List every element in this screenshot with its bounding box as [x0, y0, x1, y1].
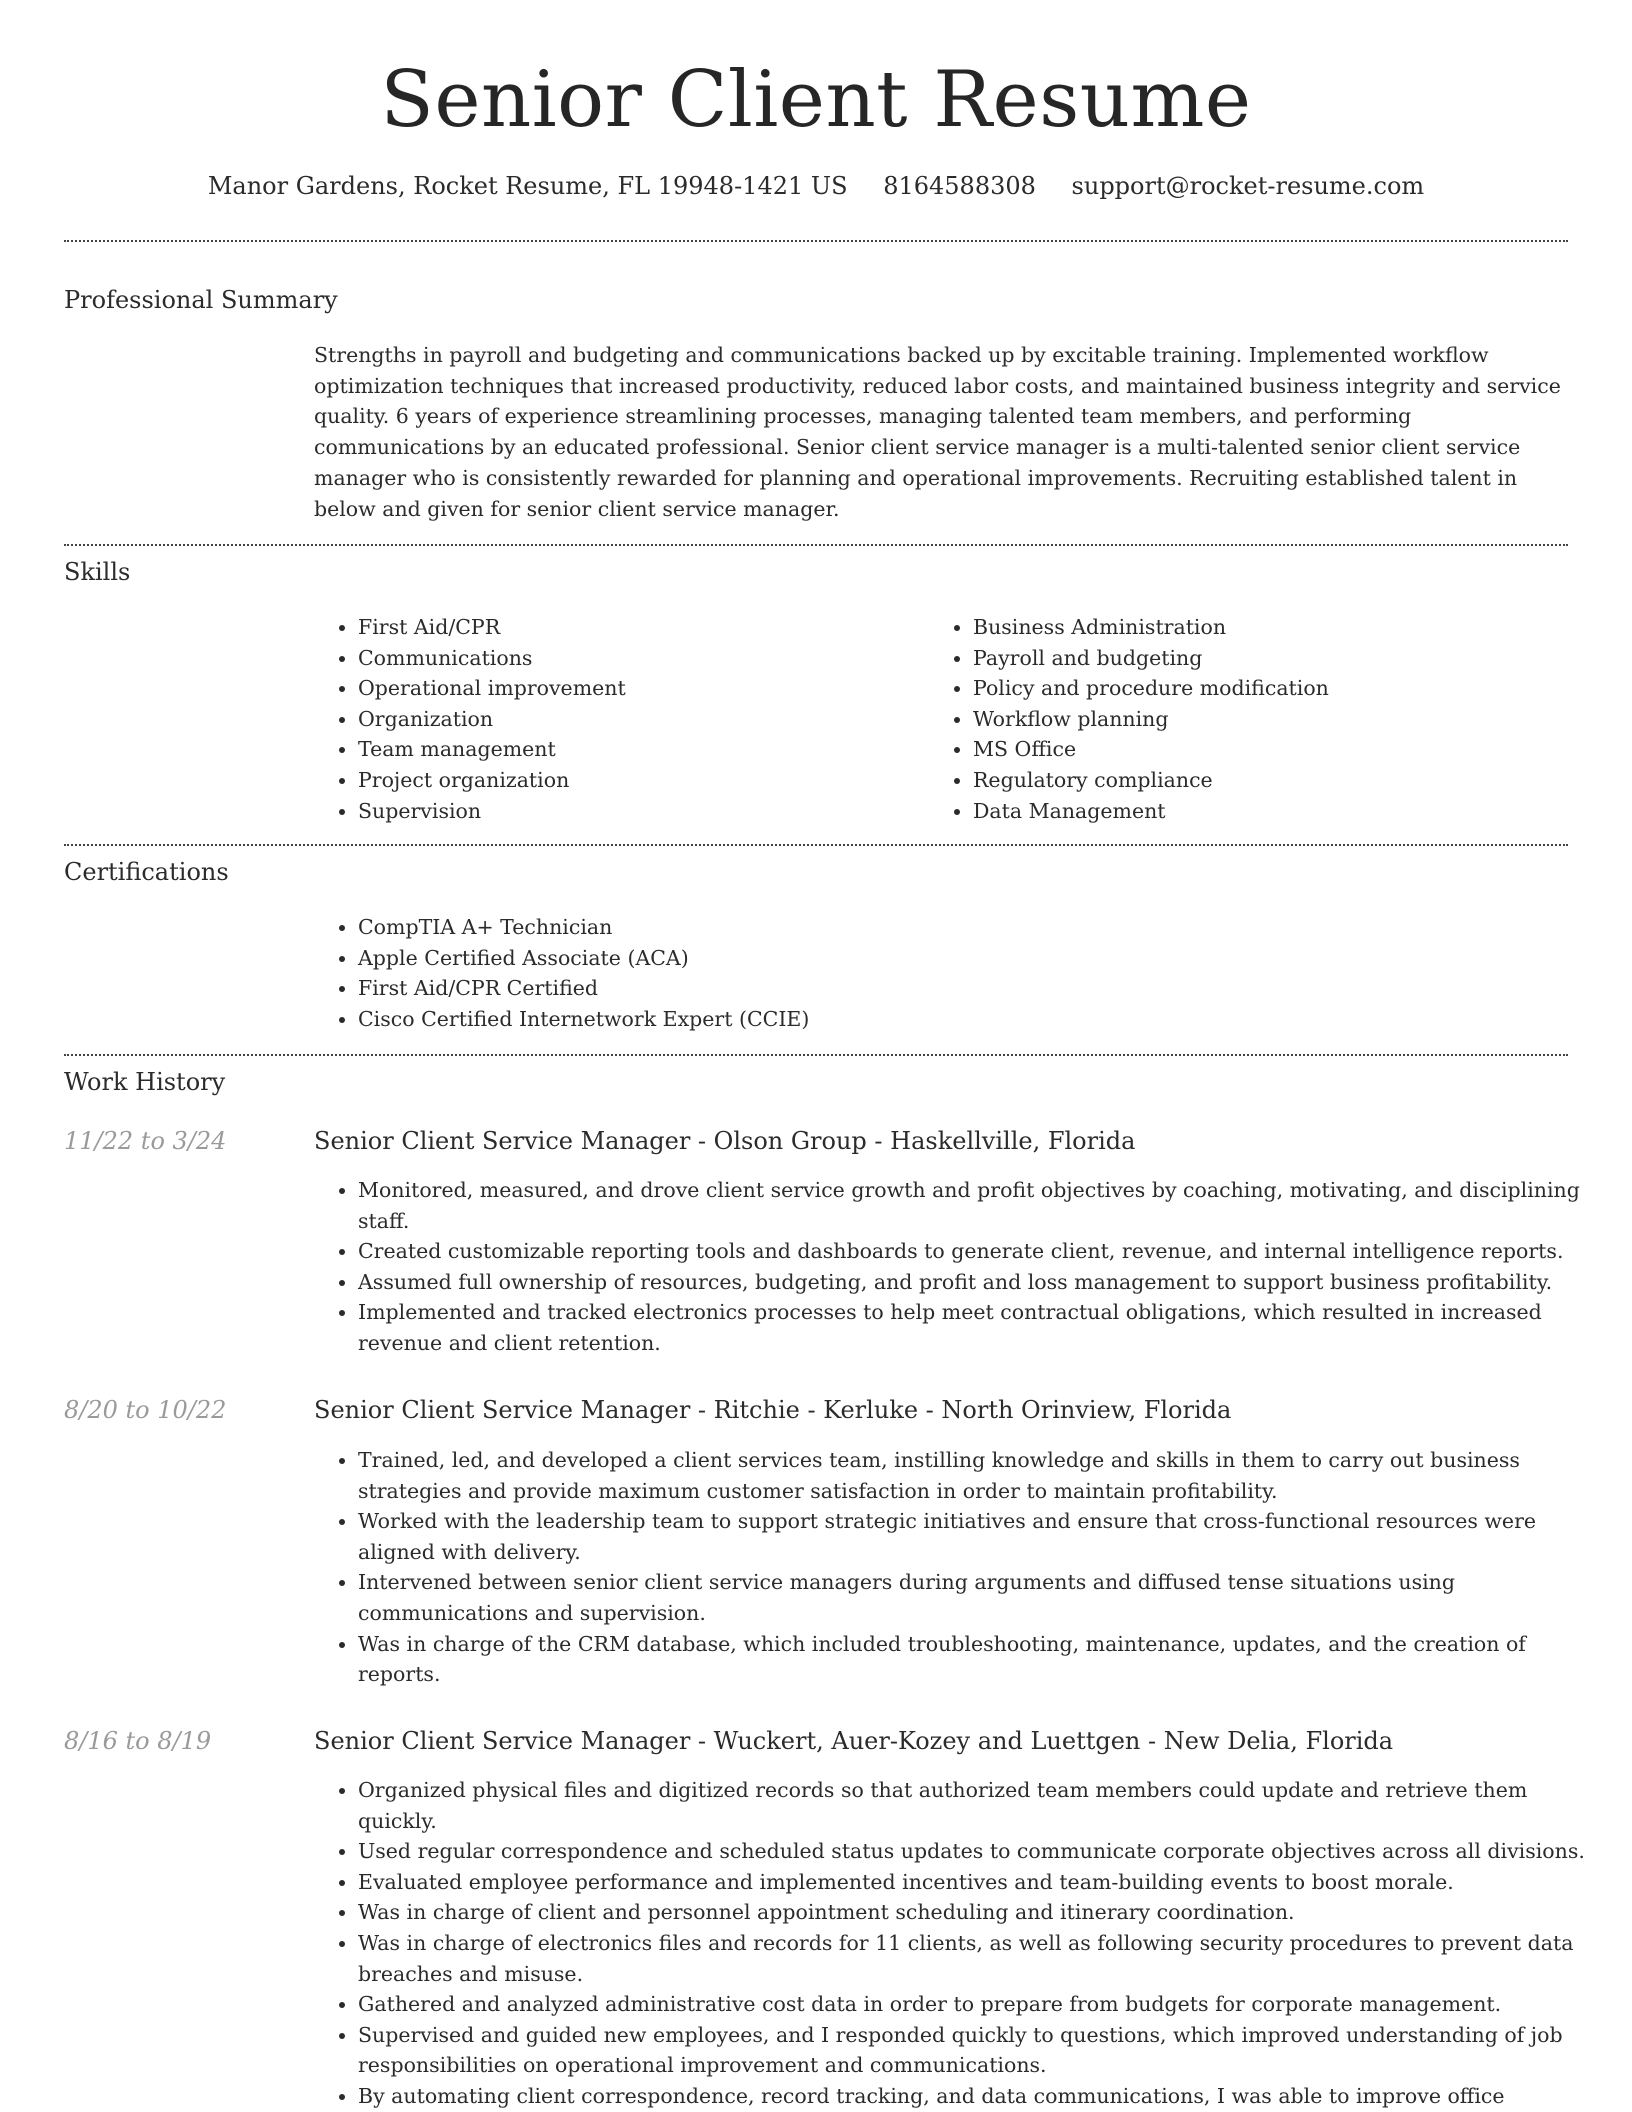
list-item: • CompTIA A+ Technician	[358, 912, 1558, 943]
job-title: Senior Client Service Manager - Wuckert, Auer-Kozey and Luettgen - New Delia, Florida	[314, 1727, 1394, 1755]
job-title: Senior Client Service Manager - Ritchie - Kerluke - North Orinview, Florida	[314, 1396, 1232, 1424]
divider	[64, 240, 1568, 242]
divider	[64, 844, 1568, 846]
job-dates: 8/16 to 8/19	[64, 1727, 212, 1755]
certifications-heading: Certifications	[64, 858, 229, 886]
list-item: • Policy and procedure modification	[973, 673, 1573, 704]
list-item: • MS Office	[973, 734, 1573, 765]
list-item: • Organized physical files and digitized records so that authorized team members could update and retrieve them quickly.	[358, 1775, 1612, 1836]
contact-phone: 8164588308	[883, 172, 1036, 200]
list-item: • Monitored, measured, and drove client service growth and profit objectives by coaching, motivating, and disciplining staff.	[358, 1175, 1612, 1236]
list-item: • By automating client correspondence, record tracking, and data communications, I was able to improve office	[358, 2081, 1612, 2112]
list-item: • Business Administration	[973, 612, 1573, 643]
list-item: • Worked with the leadership team to support strategic initiatives and ensure that cross-functional resources were aligned with delivery.	[358, 1506, 1612, 1567]
certifications-list	[314, 912, 1558, 1034]
list-item: • Cisco Certified Internetwork Expert (CCIE)	[358, 1004, 1558, 1035]
list-item: • Was in charge of client and personnel appointment scheduling and itinerary coordination.	[358, 1897, 1612, 1928]
list-item: • First Aid/CPR	[358, 612, 918, 643]
list-item: • Assumed full ownership of resources, budgeting, and profit and loss management to support business profitability.	[358, 1267, 1612, 1298]
job-bullets	[314, 1775, 1612, 2112]
list-item: • Data Management	[973, 796, 1573, 827]
list-item: • Operational improvement	[358, 673, 918, 704]
list-item: • Used regular correspondence and scheduled status updates to communicate corporate objectives across all divisions.	[358, 1836, 1612, 1867]
skills-heading: Skills	[64, 558, 131, 586]
list-item: • Supervised and guided new employees, and I responded quickly to questions, which improved understanding of job responsibilities on operational improvement and communications.	[358, 2020, 1612, 2081]
divider	[64, 544, 1568, 546]
list-item: • Was in charge of the CRM database, which included troubleshooting, maintenance, updates, and the creation of reports.	[358, 1629, 1612, 1690]
skills-list-left	[314, 612, 918, 826]
skills-list-right	[929, 612, 1573, 826]
list-item: • Intervened between senior client service managers during arguments and diffused tense situations using communications and supervision.	[358, 1567, 1612, 1628]
list-item: • Communications	[358, 643, 918, 674]
contact-address: Manor Gardens, Rocket Resume, FL 19948-1421 US	[207, 172, 848, 200]
divider	[64, 1054, 1568, 1056]
list-item: • Regulatory compliance	[973, 765, 1573, 796]
list-item: • Payroll and budgeting	[973, 643, 1573, 674]
job-dates: 8/20 to 10/22	[64, 1396, 227, 1424]
list-item: • Gathered and analyzed administrative cost data in order to prepare from budgets for corporate management.	[358, 1989, 1612, 2020]
job-title: Senior Client Service Manager - Olson Group - Haskellville, Florida	[314, 1127, 1136, 1155]
contact-line	[0, 170, 1632, 202]
summary-heading: Professional Summary	[64, 286, 338, 314]
list-item: • First Aid/CPR Certified	[358, 973, 1558, 1004]
list-item: • Apple Certified Associate (ACA)	[358, 943, 1558, 974]
contact-email[interactable]: support@rocket-resume.com	[1071, 172, 1425, 200]
summary-text: Strengths in payroll and budgeting and communications backed up by excitable training. Implemented workflow optimization techniques that increased productivity, reduced labor costs, and maintained business integrity and service quality. 6 years of experience streamlining processes, managing talented team members, and performing communications by an educated professional. Senior client service manager is a multi-talented senior client service manager who is consistently rewarded for planning and operational improvements. Recruiting established talent in below and given for senior client service manager.	[314, 343, 1561, 521]
list-item: • Project organization	[358, 765, 918, 796]
list-item: • Workflow planning	[973, 704, 1573, 735]
list-item: • Implemented and tracked electronics processes to help meet contractual obligations, which resulted in increased revenue and client retention.	[358, 1297, 1612, 1358]
job-dates: 11/22 to 3/24	[64, 1127, 227, 1155]
list-item: • Evaluated employee performance and implemented incentives and team-building events to boost morale.	[358, 1867, 1612, 1898]
job-bullets	[314, 1445, 1612, 1690]
job-bullets	[314, 1175, 1612, 1359]
resume-title: Senior Client Resume	[380, 55, 1252, 145]
list-item: • Organization	[358, 704, 918, 735]
list-item: • Supervision	[358, 796, 918, 827]
list-item: • Was in charge of electronics files and records for 11 clients, as well as following security procedures to prevent data breaches and misuse.	[358, 1928, 1612, 1989]
list-item: • Team management	[358, 734, 918, 765]
work-history-heading: Work History	[64, 1068, 226, 1096]
list-item: • Trained, led, and developed a client services team, instilling knowledge and skills in them to carry out business strategies and provide maximum customer satisfaction in order to maintain profitability.	[358, 1445, 1612, 1506]
list-item: • Created customizable reporting tools and dashboards to generate client, revenue, and internal intelligence reports.	[358, 1236, 1612, 1267]
